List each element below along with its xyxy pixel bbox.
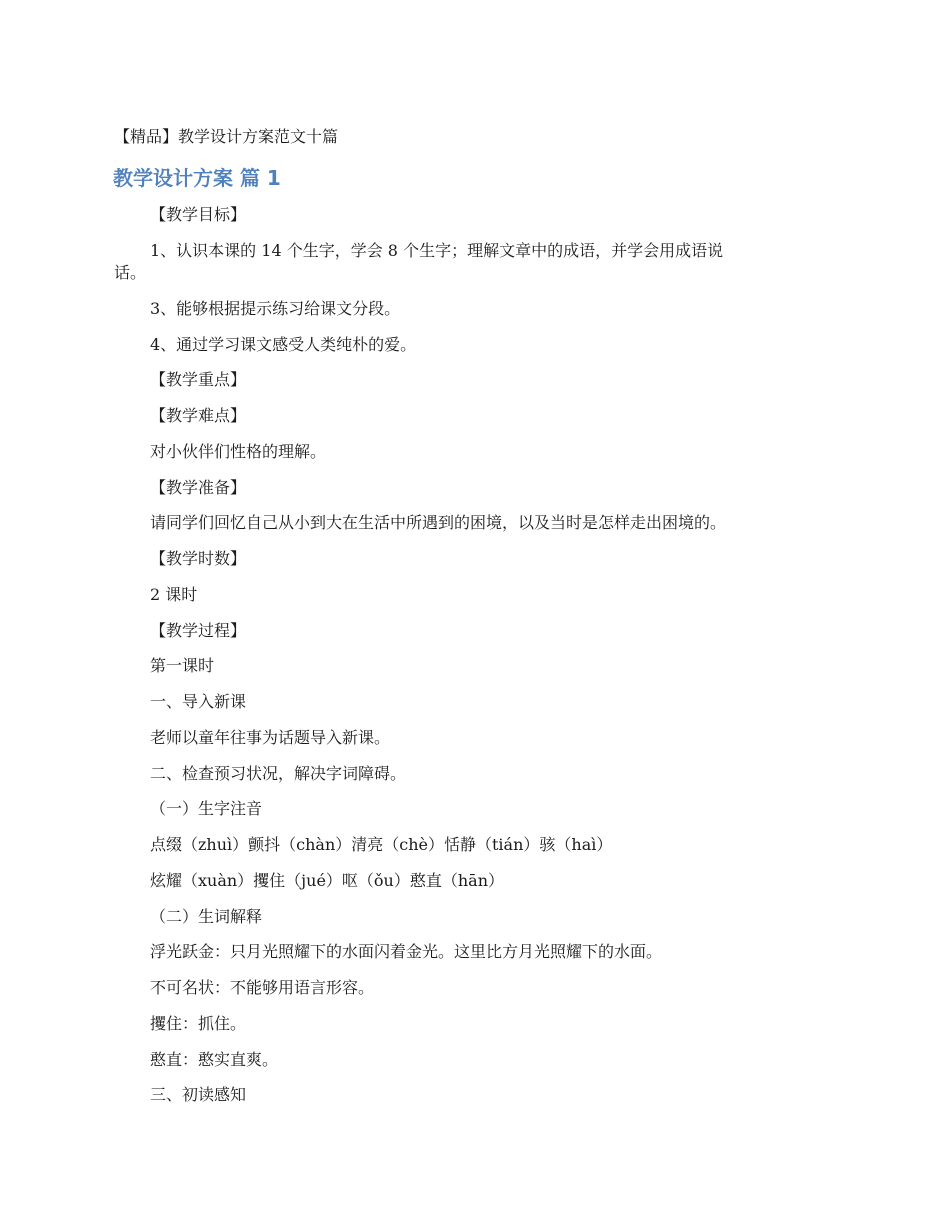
paragraph: 浮光跃金：只月光照耀下的水面闪着金光。这里比方月光照耀下的水面。 (150, 942, 663, 961)
section-heading: 教学设计方案 篇 1 (113, 166, 281, 190)
paragraph: （二）生词解释 (150, 907, 263, 926)
paragraph: 2 课时 (150, 585, 198, 604)
paragraph: 第一课时 (150, 656, 215, 675)
paragraph: 点缀（zhuì）颤抖（chàn）清亮（chè）恬静（tián）骇（haì） (150, 835, 613, 854)
paragraph: 一、导入新课 (150, 692, 247, 711)
paragraph: 3、能够根据提示练习给课文分段。 (150, 299, 401, 318)
paragraph: 三、初读感知 (150, 1085, 247, 1104)
paragraph: 不可名状：不能够用语言形容。 (150, 978, 375, 997)
paragraph: 4、通过学习课文感受人类纯朴的爱。 (150, 335, 417, 354)
paragraph: 【教学重点】 (150, 370, 247, 389)
paragraph-continuation: 话。 (114, 263, 147, 282)
paragraph: 二、检查预习状况，解决字词障碍。 (150, 764, 407, 783)
paragraph: 请同学们回忆自己从小到大在生活中所遇到的困境，以及当时是怎样走出困境的。 (150, 513, 727, 532)
paragraph: 憨直：憨实直爽。 (150, 1050, 279, 1069)
paragraph: 对小伙伴们性格的理解。 (150, 442, 327, 461)
paragraph: 【教学难点】 (150, 406, 247, 425)
paragraph: 【教学准备】 (150, 478, 247, 497)
paragraph: 【教学时数】 (150, 549, 247, 568)
paragraph: 【教学目标】 (150, 205, 247, 224)
paragraph: （一）生字注音 (150, 799, 263, 818)
paragraph: 1、认识本课的 14 个生字，学会 8 个生字；理解文章中的成语，并学会用成语说 (150, 241, 724, 260)
paragraph: 【教学过程】 (150, 621, 247, 640)
paragraph: 炫耀（xuàn）攫住（jué）呕（ǒu）憨直（hān） (150, 871, 504, 890)
paragraph: 攫住：抓住。 (150, 1014, 247, 1033)
paragraph: 老师以童年往事为话题导入新课。 (150, 728, 391, 747)
document-title: 【精品】教学设计方案范文十篇 (114, 127, 339, 146)
